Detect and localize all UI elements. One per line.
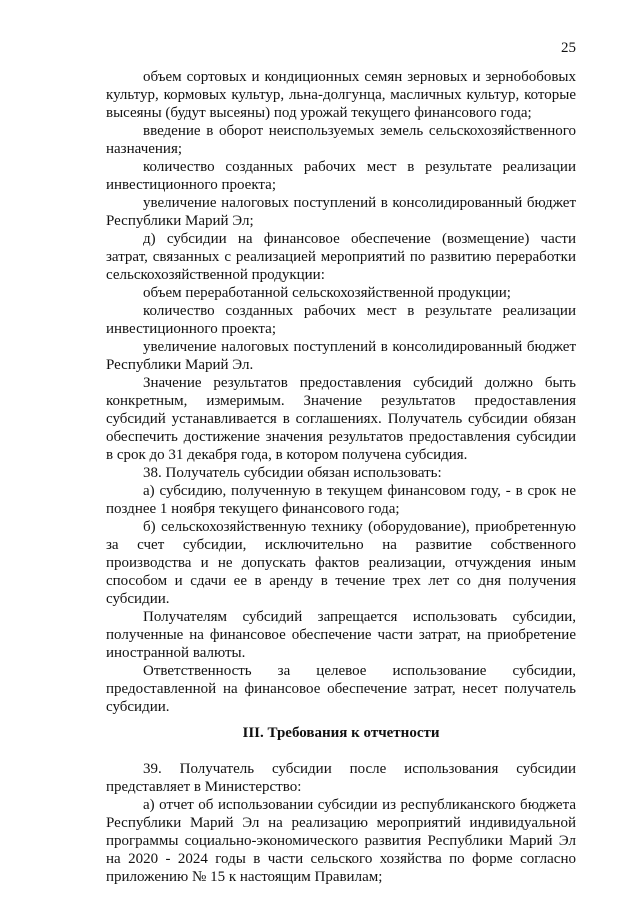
paragraph: д) субсидии на финансовое обеспечение (возмещение) части затрат, связанных с реализацией мероприятий по развитию переработки сельскохозяйственной продукции: bbox=[106, 231, 576, 283]
document-body bbox=[106, 68, 576, 886]
paragraph: 38. Получатель субсидии обязан использовать: bbox=[143, 465, 442, 481]
page-number: 25 bbox=[561, 40, 576, 56]
paragraph: 39. Получатель субсидии после использования субсидии представляет в Министерство: bbox=[106, 761, 576, 795]
paragraph: количество созданных рабочих мест в результате реализации инвестиционного проекта; bbox=[106, 303, 576, 337]
paragraph: количество созданных рабочих мест в результате реализации инвестиционного проекта; bbox=[106, 159, 576, 193]
paragraph: введение в оборот неиспользуемых земель сельскохозяйственного назначения; bbox=[106, 123, 576, 157]
paragraph: объем переработанной сельскохозяйственной продукции; bbox=[143, 285, 511, 301]
paragraph: а) субсидию, полученную в текущем финансовом году, - в срок не позднее 1 ноября текущего финансового года; bbox=[106, 483, 576, 517]
section-heading: III. Требования к отчетности bbox=[242, 725, 440, 741]
paragraph: Ответственность за целевое использование субсидии, предоставленной на финансовое обеспечение затрат, несет получатель субсидии. bbox=[106, 663, 576, 715]
paragraph: увеличение налоговых поступлений в консолидированный бюджет Республики Марий Эл; bbox=[106, 195, 576, 229]
paragraph: Значение результатов предоставления субсидий должно быть конкретным, измеримым. Значение результатов предоставления субсидий устанавливается в соглашениях. Получатель субсидии обязан обеспечить достижение значения результатов предоставления субсидии в срок до 31 декабря года, в котором получена субсидия. bbox=[106, 375, 576, 463]
paragraph: Получателям субсидий запрещается использовать субсидии, полученные на финансовое обеспечение части затрат, на приобретение иностранной валюты. bbox=[106, 609, 576, 661]
paragraph: объем сортовых и кондиционных семян зерновых и зернобобовых культур, кормовых культур, льна-долгунца, масличных культур, которые высеяны (будут высеяны) под урожай текущего финансового года; bbox=[106, 69, 576, 121]
paragraph: увеличение налоговых поступлений в консолидированный бюджет Республики Марий Эл. bbox=[106, 339, 576, 373]
paragraph: б) сельскохозяйственную технику (оборудование), приобретенную за счет субсидии, исключительно на развитие собственного производства и не допускать фактов реализации, отчуждения иным способом и сдачи ее в аренду в течение трех лет со дня получения субсидии. bbox=[106, 519, 576, 607]
paragraph: а) отчет об использовании субсидии из республиканского бюджета Республики Марий Эл на реализацию мероприятий индивидуальной программы социально-экономического развития Республики Марий Эл на 2020 - 2024 годы в части сельского хозяйства по форме согласно приложению № 15 к настоящим Правилам; bbox=[106, 797, 576, 885]
